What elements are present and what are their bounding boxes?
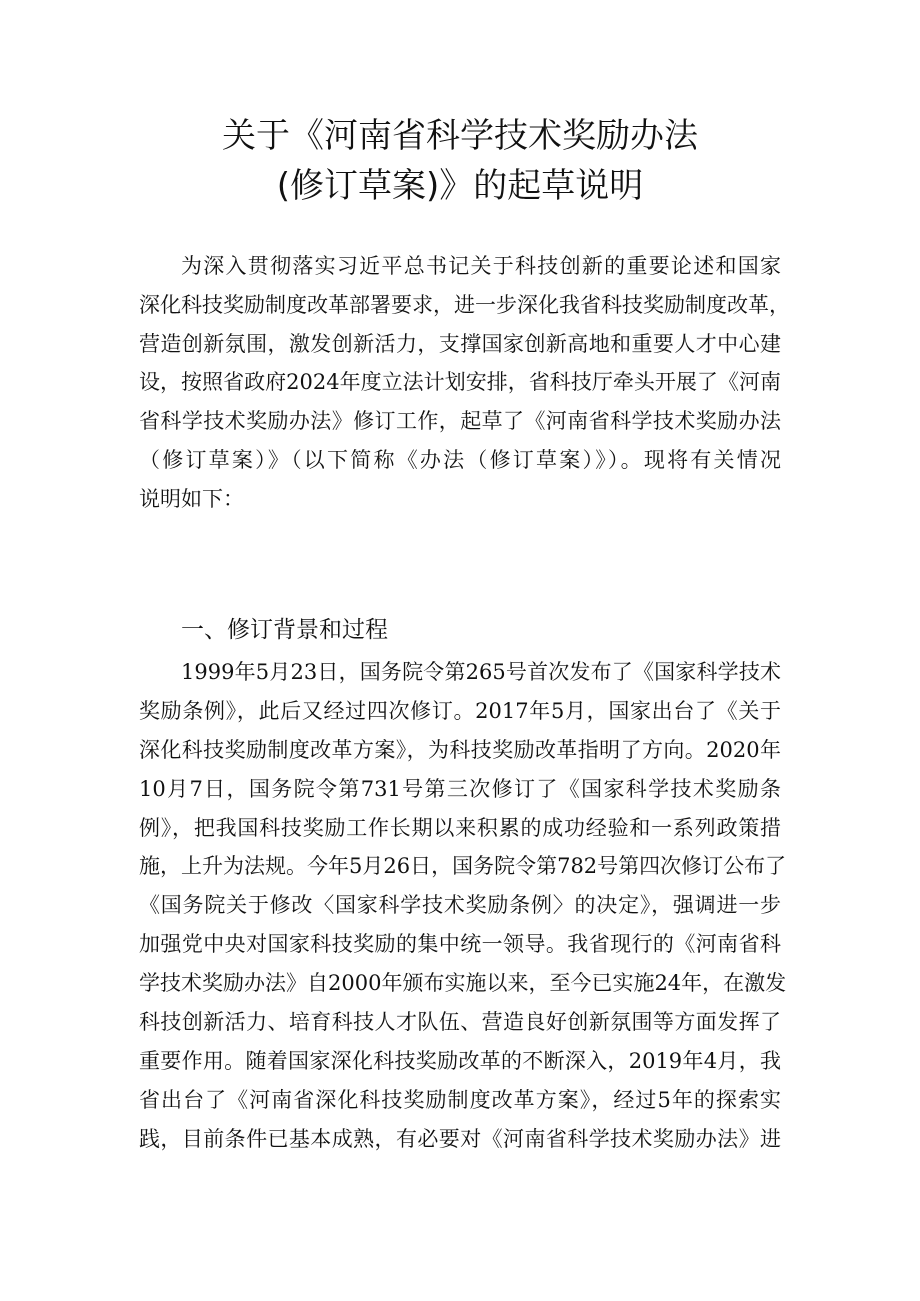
- section-line: 10月7日，国务院令第731号第三次修订了《国家科学技术奖励条: [139, 776, 781, 801]
- section-line: 科技创新活力、培育科技人才队伍、营造良好创新氛围等方面发挥了: [139, 1010, 781, 1035]
- section-1: [139, 609, 787, 1159]
- section-line: 1999年5月23日，国务院令第265号首次发布了《国家科学技术: [181, 660, 781, 684]
- intro-line: 省科学技术奖励办法》修订工作，起草了《河南省科学技术奖励办法: [139, 409, 781, 434]
- section-line: 践，目前条件已基本成熟，有必要对《河南省科学技术奖励办法》进: [139, 1126, 781, 1151]
- intro-line: 深化科技奖励制度改革部署要求，进一步深化我省科技奖励制度改革，: [139, 292, 790, 317]
- intro-paragraph: [139, 247, 790, 519]
- intro-line: 设，按照省政府2024年度立法计划安排，省科技厅牵头开展了《河南: [139, 370, 781, 395]
- section-line: 重要作用。随着国家深化科技奖励改革的不断深入，2019年4月，我: [139, 1048, 781, 1073]
- intro-line: （修订草案）》（以下简称《办法（修订草案）》）。现将有关情况: [139, 447, 781, 472]
- title-line-2: (修订草案)》的起草说明: [276, 166, 644, 206]
- section-line: 《国务院关于修改〈国家科学技术奖励条例〉的决定》，强调进一步: [139, 893, 781, 918]
- section-line: 奖励条例》，此后又经过四次修订。2017年5月，国家出台了《关于: [139, 698, 781, 723]
- section-heading: 一、修订背景和过程: [181, 617, 388, 643]
- title-line-1: 关于《河南省科学技术奖励办法: [222, 116, 698, 156]
- section-line: 学技术奖励办法》自2000年颁布实施以来，至今已实施24年，在激发: [139, 971, 787, 996]
- section-line: 加强党中央对国家科技奖励的集中统一领导。我省现行的《河南省科: [139, 932, 781, 957]
- section-line: 深化科技奖励制度改革方案》，为科技奖励改革指明了方向。2020年: [139, 737, 781, 762]
- intro-line: 营造创新氛围，激发创新活力，支撑国家创新高地和重要人才中心建: [139, 331, 781, 356]
- section-line: 例》，把我国科技奖励工作长期以来积累的成功经验和一系列政策措: [139, 815, 781, 840]
- intro-line: 为深入贯彻落实习近平总书记关于科技创新的重要论述和国家: [181, 254, 781, 278]
- document-title: [0, 111, 920, 211]
- intro-line: 说明如下：: [139, 486, 244, 511]
- section-line: 施，上升为法规。今年5月26日，国务院令第782号第四次修订公布了: [139, 854, 787, 879]
- section-line: 省出台了《河南省深化科技奖励制度改革方案》，经过5年的探索实: [139, 1087, 781, 1112]
